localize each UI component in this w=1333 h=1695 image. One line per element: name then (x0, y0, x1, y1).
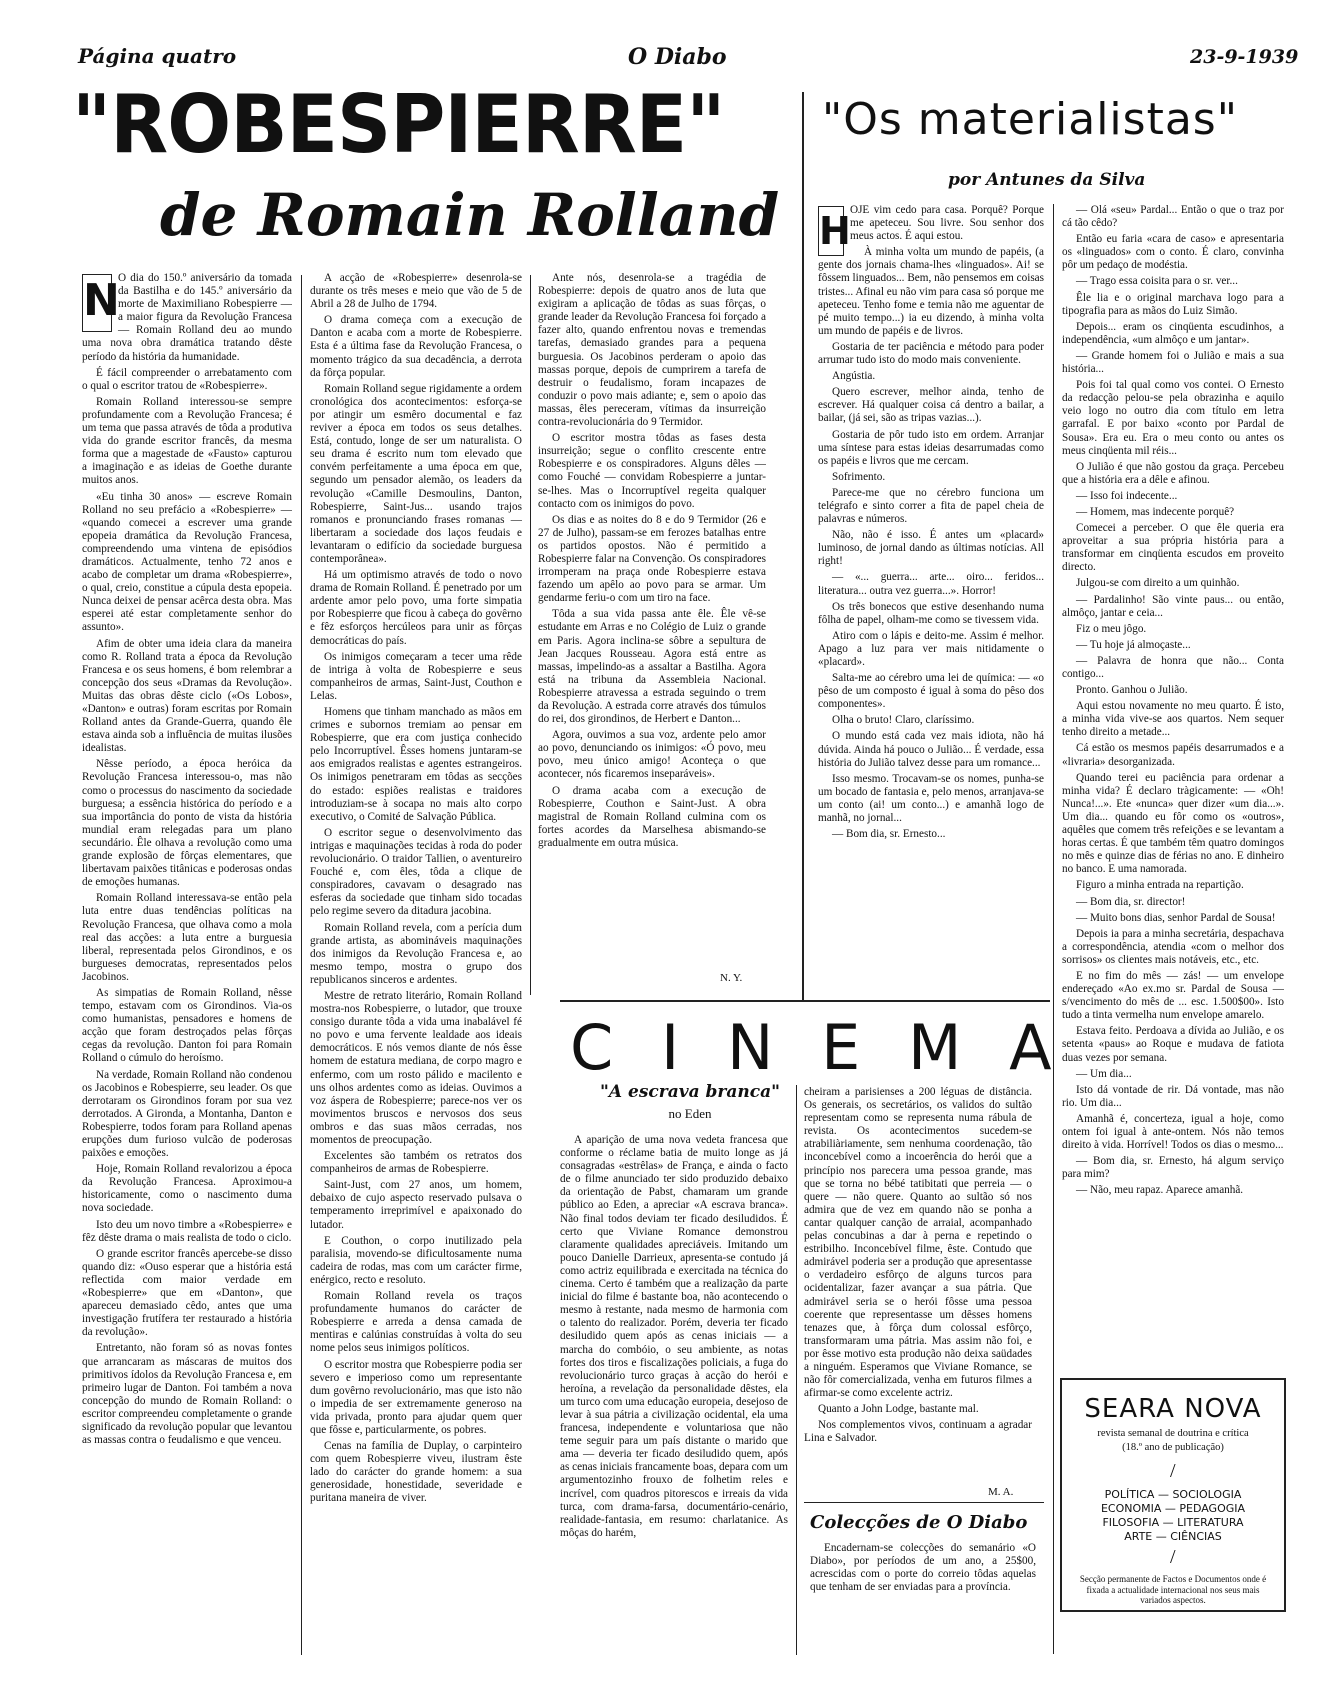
paragraph: Romain Rolland revela os traços profundamente humanos do carácter de Robespierre e arreda a densa camada de mentiras e calúnias construídas à volta do seu nome pelos seus inimigos políticos. (310, 1290, 522, 1355)
paragraph: Romain Rolland interessava-se então pela luta entre duas tendências políticas na Revolução Francesa, que olhava como a mola real das acções: a luta entre a burguesia liberal, representada pelos Girondinos, e os burgueses democratas, representados pelos Jacobinos. (82, 892, 292, 983)
paragraph: O Julião é que não gostou da graça. Percebeu que a história era a dêle e afinou. (1062, 460, 1284, 486)
paragraph: Julgou-se com direito a um quinhão. (1076, 577, 1240, 590)
topic: POLÍTICA — SOCIOLOGIA (1104, 1488, 1242, 1501)
paragraph: Pois foi tal qual como vos contei. O Ernesto da redacção pelou-se pela obrazinha e aquilo veio logo no outro dia com título em letra garrafal. E por baixo «conto por Pardal de Sousa». Era eu. Era o meu conto ou antes os meus cinqüenta mil réis... (1062, 379, 1284, 457)
paragraph: Sofrimento. (832, 470, 886, 483)
dropcap-letter: N (82, 274, 112, 332)
paragraph: Ante nós, desenrola-se a tragédia de Robespierre: depois de quatro anos de luta que exigiram a aplicação de tôdas as suas fôrças, o grande leader da Revolução Francesa foi forçado a fazer alto, quando enfrentou novas e tremendas tarefas, demasiado grandes para a pequena burguesia. Os Jacobinos perderam o apoio das massas porque, depois de cumprirem a tarefa de destruir o feudalismo, foram incapazes de conduzir o povo mais adiante; e, sem o apoio das massas, êles pereceram, vítimas da insurreição contra-revolucionária do 9 Termidor. (538, 272, 766, 429)
paragraph: Isso mesmo. Trocavam-se os nomes, punha-se um bocado de fantasia e, pelo menos, arranjava-se um conto (ai! um conto...) e amanhã logo de manhã, no jornal... (818, 772, 1044, 825)
paragraph: — Bom dia, sr. Ernesto, há algum serviço para mim? (1062, 1155, 1284, 1181)
paragraph: O escritor mostra que Robespierre podia ser severo e imperioso como um representante dum govêrno revolucionário, mas que isto não o impedia de ser extremamente generoso na vida privada, pronto para ajudar quem quer que fôsse e, particularmente, os pobres. (310, 1358, 522, 1436)
paragraph: — Isso foi indecente... (1076, 489, 1178, 502)
paragraph: — Tu hoje já almoçaste... (1076, 638, 1191, 651)
paragraph: Afim de obter uma ideia clara da maneira como R. Rolland trata a época da Revolução Francesa e os seus homens, é bom relembrar a concepção dos seus «Dramas da Revolução». Muitas das obras dêste ciclo («Os Lobos», «Danton» e outras) foram escritas por Romain Rolland antes da Grande-Guerra, quando êle estava ainda sob a influência de muitas ilusões idealistas. (82, 637, 292, 755)
paragraph: Os dias e as noites do 8 e do 9 Termidor (26 e 27 de Julho), passam-se em ferozes batalhas entre os partidos opostos. Não é permitido a Robespierre falar na Convenção. Os conspiradores irromperam na praça onde Robespierre estava fazendo um apêlo ao povo para se armar. Um gendarme feriu-o com um tiro na face. (538, 513, 766, 605)
paragraph: À minha volta um mundo de papéis, (a gente dos jornais chama-lhes «linguados». Ai! se fôssem linguados... Bem, não pensemos em coisas tristes... Afinal eu não vim para casa só porque me apeteceu. Tenho fome e temia não me aguentar de pé muito tempo...) ia eu dizendo, à minha volta um mundo de papéis e de livros. (818, 246, 1044, 337)
paragraph: Então eu faria «cara de caso» e apresentaria os «linguados» com o conto. É claro, convinha pôr um pedaço de modéstia. (1062, 233, 1284, 272)
paragraph: «Eu tinha 30 anos» — escreve Romain Rolland no seu prefácio a «Robespierre» — «quando comecei a escrever uma grande epopeia dramática da Revolução Francesa, compreendendo uma vintena de episódios dramáticos. Actualmente, tenho 72 anos e acabo de completar um drama «Robespierre», o qual, creio, constitue a cúpula desta epopeia. Nunca deixei de pensar acêrca desta obra. Mas esperei até estar completamente senhor do assunto». (82, 490, 292, 634)
paragraph: Quero escrever, melhor ainda, tenho de escrever. Há qualquer coisa cá dentro a bailar, a bailar, (já sei, são as tripas vazias...). (818, 386, 1044, 425)
dropcap-letter: H (818, 206, 844, 256)
paragraph: As simpatias de Romain Rolland, nêsse tempo, estavam com os Girondinos. Via-os como humanistas, pensadores e homens de acção que foram destroçados pelas fôrças cegas da revolução. Danton foi para Romain Rolland o cúmulo do heroísmo. (82, 986, 292, 1065)
paragraph: Quando terei eu paciência para ordenar a minha vida? É declaro tràgicamente: — «Oh! Nunca!...». Ete «nunca» quer dizer «um dia...». Um dia... quando eu fôr como os «outros», aquêles que comem três refeições e se levantam a horas certas. É que também têm quatro domingos no mês e quinze dias de férias no ano. E dinheiro no banco. E uma namorada. (1062, 771, 1284, 876)
paragraph: Mestre de retrato literário, Romain Rolland mostra-nos Robespierre, o lutador, que trouxe consigo durante tôda a vida uma inabalável fé no povo e uma fervente lealdade aos ideais democráticos. E nós vemos diante de nós êsse homem de estatura mediana, de corpo magro e enfermo, com um rosto pálido e macilento e uns olhos ardentes como as ideias. Ouvimos a voz áspera de Robespierre; parece-nos ver os movimentos bruscos e nervosos dos seus ombros e das suas mãos cerradas, nos momentos de preocupação. (310, 989, 522, 1146)
paragraph: Na verdade, Romain Rolland não condenou os Jacobinos e Robespierre, seu leader. Os que derrotaram os Girondinos foram por sua vez derrotados. A Gironda, a Montanha, Danton e Robespierre, todos foram para Rolland apenas erupções dum furioso vulcão de poderosas paixões e emoções. (82, 1068, 292, 1160)
paragraph: Cenas na família de Duplay, o carpinteiro com quem Robespierre viveu, ilustram êste lado do carácter do grande homem: a sua generosidade, honestidade, severidade e puritana maneira de viver. (310, 1440, 522, 1505)
issue-date: 23-9-1939 (1190, 46, 1299, 68)
paragraph: — Palavra de honra que não... Conta contigo... (1062, 654, 1284, 680)
film-venue: no Eden (668, 1106, 712, 1121)
paragraph: E Couthon, o corpo inutilizado pela paralisia, movendo-se dificultosamente numa cadeira de rodas, mas com um carácter firme, enérgico, recto e resoluto. (310, 1234, 522, 1286)
section-divider (560, 1000, 1050, 1002)
paragraph: Êle lia e o original marchava logo para a tipografia para as mãos do Luiz Simão. (1062, 291, 1284, 317)
paragraph: Agora, ouvimos a sua voz, ardente pelo amor ao povo, denunciando os inimigos: «Ó povo, meu povo, meu único amigo! Aconteça o que acontecer, nós ficaremos inseparáveis». (538, 729, 766, 781)
paragraph: Quanto a John Lodge, bastante mal. (818, 1403, 979, 1416)
article-subtitle-romain-rolland: de Romain Rolland (160, 181, 780, 249)
paragraph: — Muito bons dias, senhor Pardal de Sousa! (1076, 911, 1276, 924)
paragraph: Romain Rolland revela, com a perícia dum grande artista, as abomináveis maquinações dos inimigos da Revolução Francesa e, ao mesmo tempo, mostra o grupo dos republicanos sinceros e ardentes. (310, 921, 522, 986)
paragraph: — Olá «seu» Pardal... Então o que o traz por cá tão cêdo? (1062, 204, 1284, 230)
paragraph: Encadernam-se colecções do semanário «O Diabo», por períodos de um ano, a 25$00, acrescidas com o porte do correio tôdas aquelas que tenham de ser enviadas para a província. (810, 1542, 1036, 1594)
paragraph: Estava feito. Perdoava a dívida ao Julião, e os setenta «paus» ao Roque e mudava de fatiota duas vezes por semana. (1062, 1025, 1284, 1064)
seara-nova-footer: Secção permanente de Factos e Documentos onde é fixada a actualidade internacional nos seus mais variados aspectos. (1079, 1574, 1267, 1605)
paragraph: Gostaria de pôr tudo isto em ordem. Arranjar uma síntese para estas ideias desarrumadas como os papéis e livros que me cercam. (818, 428, 1044, 467)
slash-ornament: / (1170, 1460, 1176, 1482)
paragraph: E no fim do mês — zás! — um envelope endereçado «Ao ex.mo sr. Pardal de Sousa — s/vencimento do mês de ... esc. 1.500$00». Isto tudo a tinta vermelha num envelope amarelo. (1062, 969, 1284, 1022)
paragraph: O grande escritor francês apercebe-se disso quando diz: «Ouso esperar que a história está reflectida com maior verdade em «Robespierre» que em «Danton», que apareceu demasiado cêdo, antes que uma investigação frutífera ter restaurado a história da revolução». (82, 1247, 292, 1339)
paragraph: O escritor segue o desenvolvimento das intrigas e maquinações tecidas à roda do poder revolucionário. O traidor Tallien, o aventureiro Fouché e, com êles, tôda a clique de conspiradores, cavavam o desagrado nas esferas da sociedade que tinham sido tocadas pelo regime severo da ditadura jacobina. (310, 826, 522, 918)
paragraph: Olha o bruto! Claro, claríssimo. (832, 714, 975, 727)
cinema-column-2 (804, 1086, 1032, 1482)
topic: ARTE — CIÊNCIAS (1124, 1530, 1222, 1543)
paragraph: O escritor mostra tôdas as fases desta insurreição; segue o conflito crescente entre Robespierre e os conspiradores. Alguns dêles — como Fouché — convidam Robespierre a juntar-se-lhes. Mas o Incorruptível regeita qualquer contacto com os inimigos do povo. (538, 432, 766, 510)
paragraph: Excelentes são também os retratos dos companheiros de armas de Robespierre. (310, 1150, 522, 1176)
column-divider (796, 1085, 797, 1655)
paragraph: — Homem, mas indecente porquê? (1076, 505, 1235, 518)
paragraph: O drama acaba com a execução de Robespierre, Couthon e Saint-Just. A obra magistral de Romain Rolland culmina com os fortes acordes da Marselhesa abismando-se gradualmente em outra música. (538, 784, 766, 849)
paragraph: O drama começa com a execução de Danton e acaba com a morte de Robespierre. Esta é a última fase da Revolução Francesa, o momento trágico da sua decadência, a derrota da fôrça popular. (310, 314, 522, 379)
paragraph: Atiro com o lápis e deito-me. Assim é melhor. Apago a luz para ver mais nitidamente o «placard». (818, 629, 1044, 668)
column-divider (530, 275, 531, 995)
signature: N. Y. (720, 972, 743, 984)
seara-nova-year: (18.º ano de publicação) (1122, 1442, 1224, 1453)
paragraph: Isto deu um novo timbre a «Robespierre» e fêz dêste drama o mais realista de todo o ciclo. (82, 1218, 292, 1244)
paragraph: A acção de «Robespierre» desenrola-se durante os três meses e meio que vão de 5 de Abril a 28 de Julho de 1794. (310, 272, 522, 311)
paragraph: — «... guerra... arte... oiro... feridos... literatura... outra vez guerra...». Horror! (818, 571, 1044, 597)
paragraph: O dia do 150.º aniversário da tomada da Bastilha e do 145.º aniversário da morte de Maximiliano Robespierre — a maior figura da Revolução Francesa — Romain Rolland deu ao mundo uma nova obra dramática tratando dêste período da história da humanidade. (82, 272, 292, 363)
paragraph: Os três bonecos que estive desenhando numa fôlha de papel, olham-me como se tivessem vida. (818, 600, 1044, 626)
paragraph: Não, não é isso. É antes um «placard» luminoso, de jornal dando as últimas notícias. All right! (818, 529, 1044, 568)
topic: ECONOMIA — PEDAGOGIA (1100, 1502, 1246, 1515)
paragraph: — Não, meu rapaz. Aparece amanhã. (1076, 1184, 1244, 1197)
page-number-label: Página quatro (78, 44, 237, 68)
materialistas-column-1 (818, 204, 1044, 1004)
paragraph: Depois ia para a minha secretária, despachava a correspondência, atendia «com o melhor dos sorrisos» os clientes mais notáveis, etc., etc. (1062, 927, 1284, 966)
column-divider (802, 92, 804, 1002)
paragraph: Nos complementos vivos, continuam a agradar Lina e Salvador. (804, 1419, 1032, 1445)
paragraph: Comecei a perceber. O que êle queria era aproveitar a sua própria história para a transformar em cinqüenta escudos em proveito directo. (1062, 522, 1284, 574)
colecoes-title: Colecções de O Diabo (810, 1512, 1028, 1533)
paragraph: Amanhã é, concerteza, igual a hoje, como ontem foi igual à ante-ontem. Nós não temos direito à vida. Horrível! Todos os dias o mesmo... (1062, 1112, 1284, 1152)
paragraph: Há um optimismo através de todo o novo drama de Romain Rolland. É penetrado por um ardente amor pelo povo, uma forte simpatia por Robespierre que ficou à cabeça do govêrno e fêz esforços hercúleos para unir as fôrças democráticas do país. (310, 569, 522, 647)
column-divider (1053, 204, 1054, 1654)
seara-nova-topics (1062, 1488, 1284, 1544)
paragraph: Angústia. (832, 370, 876, 383)
paragraph: Os inimigos começaram a tecer uma rêde de intriga à volta de Robespierre e seus companheiros de armas, Saint-Just, Couthon e Lelas. (310, 650, 522, 702)
cinema-column-1 (560, 1134, 788, 1664)
seara-nova-subtitle: revista semanal de doutrina e crítica (1097, 1428, 1249, 1439)
paragraph: Depois... eram os cinqüenta escudinhos, a independência, «um almôço e um jantar». (1062, 320, 1284, 346)
paragraph: A aparição de uma nova vedeta francesa que conforme o réclame batia de muito longe as já consagradas «estrêlas» de França, e ainda o facto de o filme anunciado ter sido produzido debaixo da orientação de Pabst, chamaram um grande público ao Eden, a apreciar «A escrava branca». Não final todos deviam ter ficado desiludidos. É certo que Viviane Romance demonstrou claramente qualidades apreciáveis. Imitando um pouco Danielle Darrieux, apresenta-se contudo já como actriz equilibrada e exercitada na técnica do cinema. Certo é também que a realização da parte inicial do filme é bastante boa, não acontecendo o mesmo à restante, nada mesmo de harmonia com o talento do realizador. Porém, deveria ter ficado desiludido quem após as cenas iniciais — a marcha do combóio, o seu ambiente, as notas fortes dos tiros e fiscalizações policiais, a fuga do revolucionário turco graças à acção do herói e heroína, a revelação da personalidade dêstes, ela um turco com uma educação europeia, desejoso de levar à sua pátria a civilização ocidental, ela uma francesa, independente e voluntariosa que não teme seguir para um país distante o marido que ama — deveria ter ficado desiludido quem, após as cenas iniciais francamente boas, depara com um argumentozinho frouxo de folhetim reles e incrível, com quadros pitorescos e irreais da vida turca, com drama-farsa, documentário-cenário, realidade-fantasia, em resumo: charlatanice. As môças do harém, (560, 1134, 788, 1539)
paragraph: Entretanto, não foram só as novas fontes que arrancaram as máscaras de muitos dos primitivos ídolos da Revolução Francesa e, em primeiro lugar de Danton. Foi também a nova concepção do mundo de Romain Rolland: o escritor compreendeu completamente o grande significado da revolução popular que levantou as massas contra o feudalismo e que venceu. (82, 1342, 292, 1447)
paragraph: — Pardalinho! São vinte paus... ou então, almôço, jantar e ceia... (1062, 593, 1284, 619)
robespierre-column-3 (538, 272, 766, 962)
column-divider (301, 275, 302, 1655)
paragraph: Nêsse período, a época heróica da Revolução Francesa interessou-o, mas não como o processus do nascimento da sociedade burguesa; a essência histórica do período e a sua importância do ponto de vista da história mundial eram relegadas para um plano secundário. Êle olhava a revolução como uma grande explosão de fôrças elementares, que libertavam paixões titânicas e poderosas ondas de emoções humanas. (82, 758, 292, 889)
robespierre-column-2 (310, 272, 522, 1672)
paragraph: É fácil compreender o arrebatamento com o qual o escritor tratou de «Robespierre». (82, 366, 292, 392)
colecoes-text (810, 1542, 1036, 1624)
seara-nova-title: SEARA NOVA (1084, 1394, 1262, 1424)
paragraph: — Um dia... (1076, 1067, 1132, 1080)
article-title-materialistas: "Os materialistas" (822, 94, 1238, 145)
paragraph: Figuro a minha entrada na repartição. (1076, 879, 1244, 892)
paragraph: Aqui estou novamente no meu quarto. É isto, a minha vida vive-se aos quartos. Nem sequer tenho direito a metade... (1062, 700, 1284, 739)
article-title-robespierre: "ROBESPIERRE" (72, 78, 725, 171)
paragraph: Homens que tinham manchado as mãos em crimes e subornos tremiam ao pensar em Robespierre, que era com justiça conhecido pelo Incorruptível. Êsses homens juntaram-se aos emigrados realistas e agentes estrangeiros. Os inimigos penetraram em tôdas as secções do estado: espiões realistas e traidores introduziam-se à socapa no mais alto corpo executivo, o Comité de Salvação Pública. (310, 706, 522, 823)
paragraph: Isto dá vontade de rir. Dá vontade, mas não rio. Um dia... (1062, 1083, 1284, 1109)
paragraph: — Bom dia, sr. director! (1076, 895, 1186, 908)
film-title: "A escrava branca" (600, 1082, 780, 1102)
paragraph: Romain Rolland segue rigidamente a ordem cronológica dos acontecimentos: esforça-se por atingir um esmêro documental e faz reviver a época em todos os seus detalhes. Está, contudo, longe de ser um naturalista. O seu drama é escrito num tom elevado que convém perfeitamente a uma época em que, segundo um pensador alemão, os leaders da revolução «Camille Desmoulins, Danton, Robespierre, Saint-Jus... usando trajos romanos e pronunciando frases romanas — libertaram a sociedade dos laços feudais e levantaram o edifício da sociedade burguesa contemporânea». (310, 382, 522, 565)
paragraph: Fiz o meu jôgo. (1076, 622, 1147, 635)
signature: M. A. (988, 1486, 1014, 1498)
paragraph: Romain Rolland interessou-se sempre profundamente com a Revolução Francesa; é um tema que passa através de tôda a produtiva vida do grande escritor francês, da mesma forma que a magestade de «Fausto» capturou a imaginação e as ideias de Goethe durante muitos anos. (82, 395, 292, 487)
paragraph: Saint-Just, com 27 anos, um homem, debaixo de cujo aspecto reservado pulsava o temperamento irreprimível e apaixonado do lutador. (310, 1179, 522, 1231)
paragraph: OJE vim cedo para casa. Porquê? Porque me apeteceu. Sou livre. Sou senhor dos meus actos. É aqui estou. (850, 204, 1044, 243)
paragraph: O mundo está cada vez mais idiota, não há dúvida. Ainda há pouco o Julião... É verdade, essa história do Julião talvez desse para um romance... (818, 730, 1044, 769)
paragraph: — Bom dia, sr. Ernesto... (832, 828, 946, 841)
paragraph: Pronto. Ganhou o Julião. (1076, 684, 1188, 697)
paragraph: Tôda a sua vida passa ante êle. Êle vê-se estudante em Arras e no Colégio de Luiz o grande em Paris. Agora inclina-se sôbre a sepultura de Jean Jacques Rousseau. Agora está entre as massas, impelindo-as a assaltar a Bastilha. Agora está na tribuna da Assembleia Nacional. Robespierre atravessa a estrada seguindo o trem da Revolução. A estrada corre através dos túmulos do rei, dos girondinos, de Herbert e Danton... (538, 608, 766, 726)
materialistas-column-2 (1062, 204, 1284, 1356)
topic: FILOSOFIA — LITERATURA (1102, 1516, 1244, 1529)
paragraph: — Grande homem foi o Julião e mais a sua história... (1062, 349, 1284, 376)
paragraph: Hoje, Romain Rolland revalorizou a época da Revolução Francesa. Aproximou-a historicamente, como o nascimento duma nova sociedade. (82, 1163, 292, 1215)
seara-nova-advertisement (1060, 1378, 1286, 1612)
paragraph: cheiram a parisienses a 200 léguas de distância. Os generais, os secretários, os validos do sultão representam como se representa numa rábula de revista. Os acontecimentos sucedem-se atrabiliàriamente, sem nenhuma coordenação, tão inconcebível como a incoerência do herói que a princípio nos parecera uma pessoa grande, mas que se torna no bébé tatibitati que perreia — o quere — não quere. Quanto ao sultão só nos admira que de vez em quando não se ponha a cantar qualquer canção de arraial, acompanhado pelas concubinas a dar à perna e repetindo o estribilho. Inconcebível filme, êste. Contudo que admirável poderia ser a produção que apresentasse o verdadeiro esfôrço de alguns turcos para ocidentalizar, fazer avançar a sua pátria. Que admirável seria se o herói fôsse uma pessoa coerente que representasse um dêsses homens tenazes que, à fôrça dum colossal esfôrço, transformaram uma pátria. Mas assim não foi, e por êsse motivo esta produção não deixa saüdades a ninguém. Esperamos que Viviane Romance, se não fôr comercializada, venha em futuros filmes a afirmar-se como excelente actriz. (804, 1086, 1032, 1400)
slash-ornament: / (1170, 1546, 1176, 1568)
paragraph: Cá estão os mesmos papéis desarrumados e a «livraria» desorganizada. (1062, 742, 1284, 768)
paragraph: — Trago essa coisita para o sr. ver... (1076, 275, 1238, 288)
paragraph: Parece-me que no cérebro funciona um telégrafo e sinto correr a fita de papel cheia de palavras e números. (818, 486, 1044, 526)
paragraph: Gostaria de ter paciência e método para poder arrumar tudo isto do modo mais conveniente. (818, 340, 1044, 367)
paragraph: Salta-me ao cérebro uma lei de química: — «o pêso de um composto é igual à soma do pêso dos componentes». (818, 672, 1044, 711)
newspaper-name: O Diabo (628, 44, 727, 70)
cinema-section-title: C I N E M A (570, 1011, 1066, 1084)
robespierre-column-1 (82, 272, 292, 1672)
section-divider (804, 1502, 1044, 1503)
article-byline: por Antunes da Silva (948, 170, 1146, 190)
